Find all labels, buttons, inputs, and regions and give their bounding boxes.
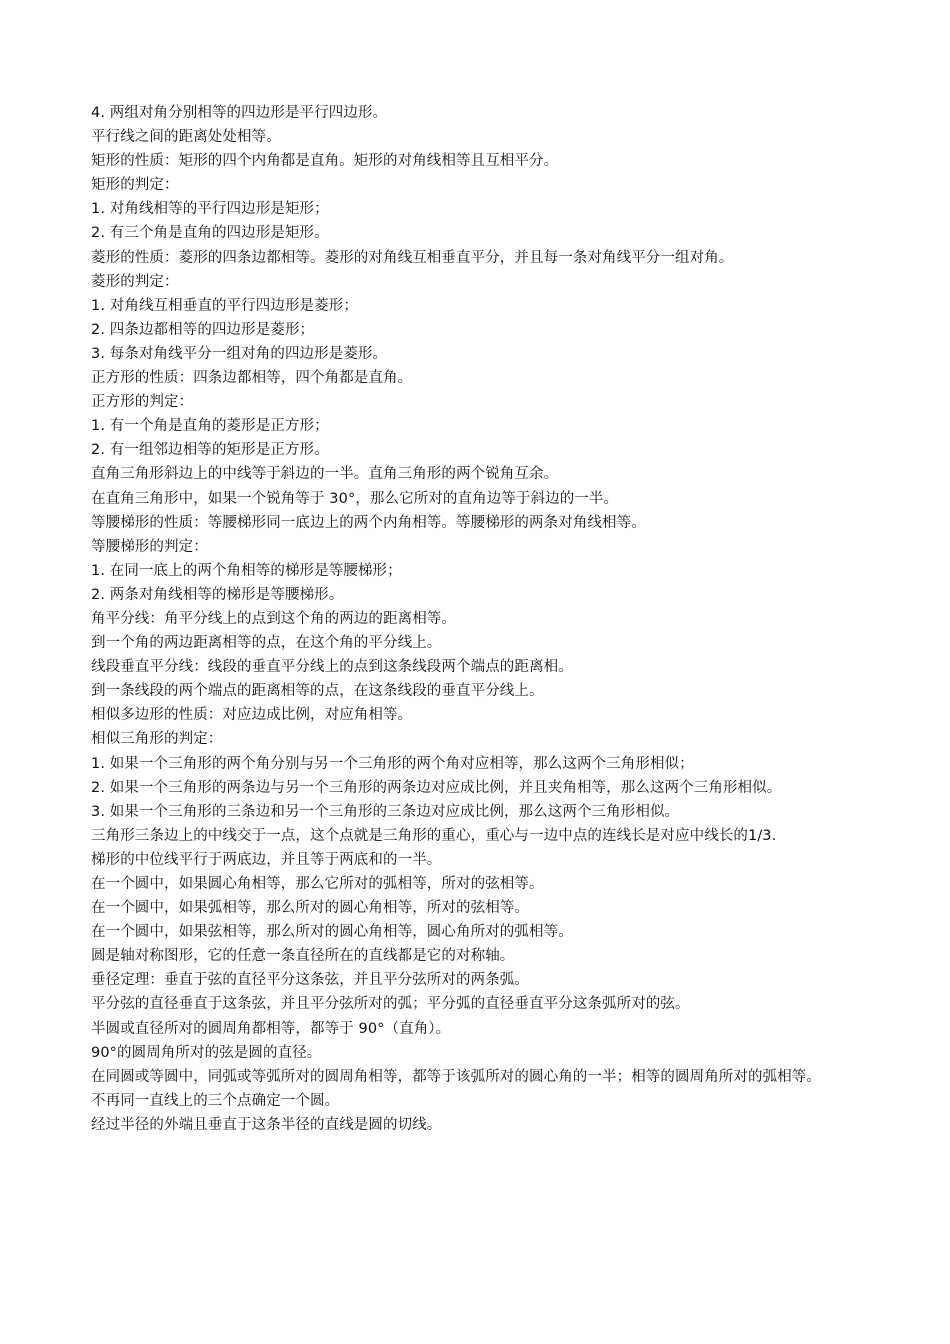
text-line: 正方形的判定：: [91, 394, 194, 411]
text-line: 等腰梯形的判定：: [91, 538, 208, 555]
text-line: 1. 在同一底上的两个角相等的梯形是等腰梯形；: [91, 562, 402, 579]
text-line: 直角三角形斜边上的中线等于斜边的一半。直角三角形的两个锐角互余。: [91, 466, 559, 483]
text-line: 2. 如果一个三角形的两条边与另一个三角形的两条边对应成比例，并且夹角相等，那么这两个三角形相似。: [91, 779, 782, 796]
document-body: [91, 101, 866, 1137]
text-line: 线段垂直平分线：线段的垂直平分线上的点到这条线段两个端点的距离相。: [91, 659, 573, 676]
text-line: 到一条线段的两个端点的距离相等的点，在这条线段的垂直平分线上。: [91, 683, 544, 700]
text-line: 等腰梯形的性质：等腰梯形同一底边上的两个内角相等。等腰梯形的两条对角线相等。: [91, 514, 646, 531]
text-line: 正方形的性质：四条边都相等，四个角都是直角。: [91, 370, 413, 387]
text-line: 1. 对角线相等的平行四边形是矩形；: [91, 201, 329, 218]
text-line: 三角形三条边上的中线交于一点，这个点就是三角形的重心，重心与一边中点的连线长是对应中线长的1/3.: [91, 827, 777, 844]
text-line: 菱形的性质：菱形的四条边都相等。菱形的对角线互相垂直平分，并且每一条对角线平分一组对角。: [91, 249, 734, 266]
text-line: 矩形的判定：: [91, 177, 179, 194]
text-line: 2. 两条对角线相等的梯形是等腰梯形。: [91, 586, 344, 603]
text-line: 3. 如果一个三角形的三条边和另一个三角形的三条边对应成比例，那么这两个三角形相似。: [91, 803, 680, 820]
text-line: 4. 两组对角分别相等的四边形是平行四边形。: [91, 105, 388, 121]
text-line: 相似多边形的性质：对应边成比例，对应角相等。: [91, 707, 413, 724]
text-line: 不再同一直线上的三个点确定一个圆。: [91, 1092, 340, 1109]
text-line: 圆是轴对称图形，它的任意一条直径所在的直线都是它的对称轴。: [91, 948, 515, 965]
text-line: 1. 有一个角是直角的菱形是正方形；: [91, 418, 329, 435]
text-line: 梯形的中位线平行于两底边，并且等于两底和的一半。: [91, 851, 442, 868]
text-line: 1. 如果一个三角形的两个角分别与另一个三角形的两个角对应相等，那么这两个三角形相似；: [91, 755, 694, 772]
text-line: 90°的圆周角所对的弦是圆的直径。: [91, 1044, 322, 1061]
text-line: 菱形的判定：: [91, 273, 179, 290]
text-line: 在同圆或等圆中，同弧或等弧所对的圆周角相等，都等于该弧所对的圆心角的一半；相等的圆周角所对的弧相等。: [91, 1068, 821, 1085]
text-line: 2. 有三个角是直角的四边形是矩形。: [91, 225, 329, 242]
text-line: 经过半径的外端且垂直于这条半径的直线是圆的切线。: [91, 1116, 442, 1133]
text-line: 矩形的性质：矩形的四个内角都是直角。矩形的对角线相等且互相平分。: [91, 153, 559, 170]
text-line: 角平分线：角平分线上的点到这个角的两边的距离相等。: [91, 610, 456, 627]
text-line: 相似三角形的判定：: [91, 731, 223, 748]
text-line: 在一个圆中，如果弦相等，那么所对的圆心角相等，圆心角所对的弧相等。: [91, 924, 573, 941]
text-line: 在一个圆中，如果圆心角相等，那么它所对的弧相等，所对的弦相等。: [91, 876, 544, 892]
text-line: 3. 每条对角线平分一组对角的四边形是菱形。: [91, 345, 388, 362]
text-line: 半圆或直径所对的圆周角都相等，都等于 90°（直角）。: [91, 1020, 451, 1037]
text-line: 2. 四条边都相等的四边形是菱形；: [91, 321, 315, 338]
text-line: 2. 有一组邻边相等的矩形是正方形。: [91, 442, 329, 459]
text-line: 平行线之间的距离处处相等。: [91, 129, 281, 146]
text-line: 到一个角的两边距离相等的点，在这个角的平分线上。: [91, 635, 442, 652]
text-line: 平分弦的直径垂直于这条弦，并且平分弦所对的弧；平分弧的直径垂直平分这条弧所对的弦。: [91, 996, 690, 1013]
text-line: 在直角三角形中，如果一个锐角等于 30°，那么它所对的直角边等于斜边的一半。: [91, 490, 619, 507]
text-line: 垂径定理：垂直于弦的直径平分这条弦，并且平分弦所对的两条弧。: [91, 972, 529, 989]
text-line: 1. 对角线互相垂直的平行四边形是菱形；: [91, 297, 358, 314]
text-line: 在一个圆中，如果弧相等，那么所对的圆心角相等，所对的弦相等。: [91, 900, 529, 917]
